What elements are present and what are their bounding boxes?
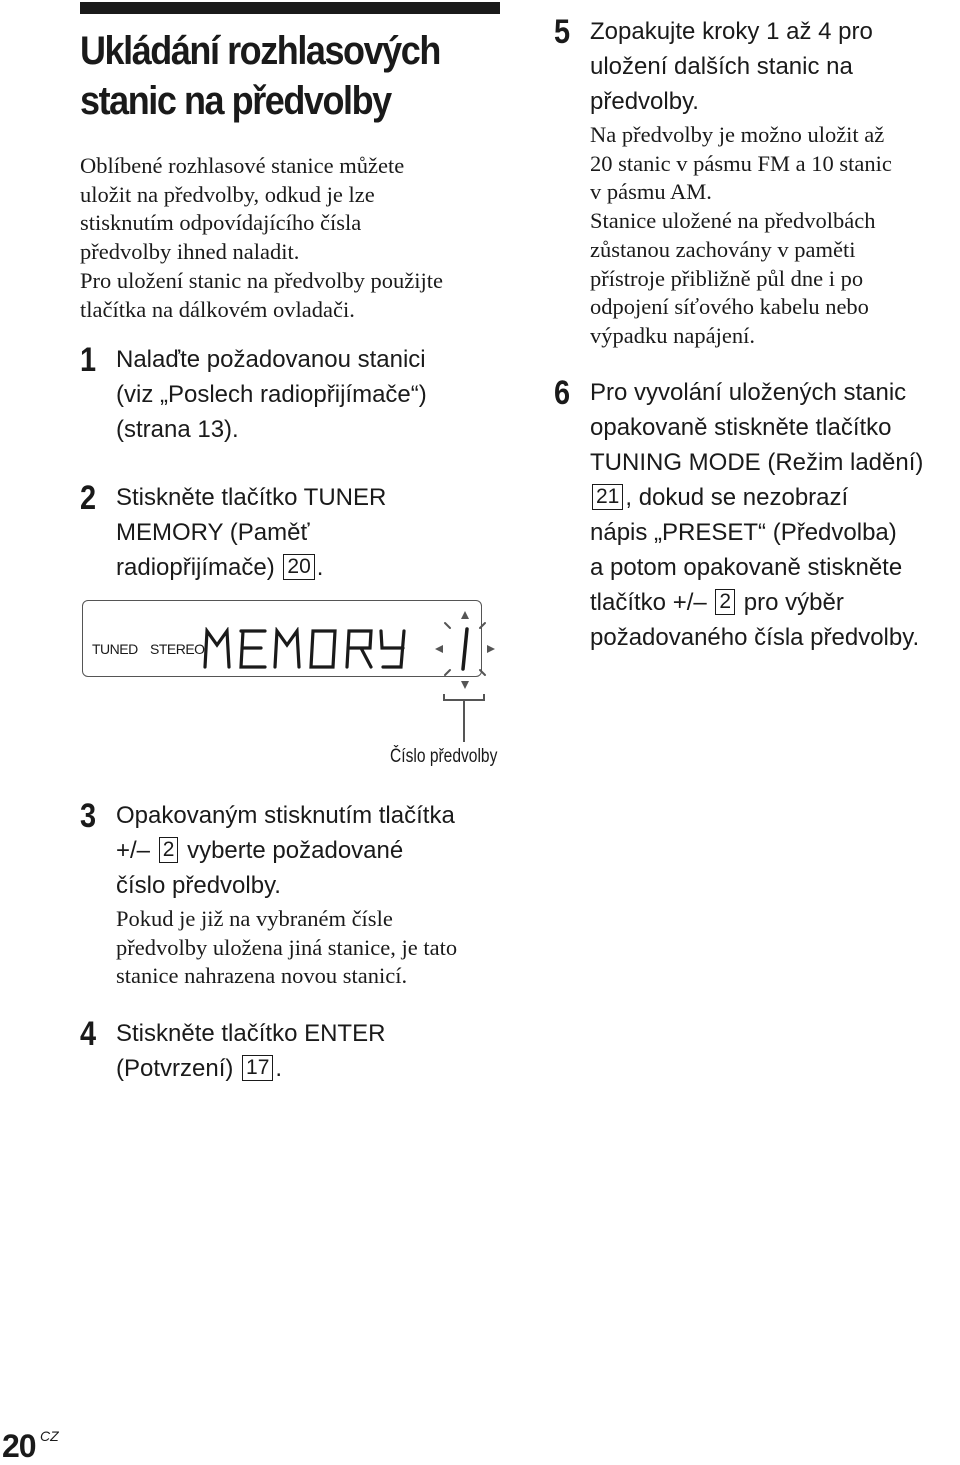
button-ref-box: 20 (283, 554, 314, 580)
button-ref-box: 2 (715, 589, 735, 615)
step-number: 3 (80, 797, 97, 835)
step-note: Pokud je již na vybraném čísle předvolby uložena jiná stanice, je tato stanice nahrazena novou stanicí. (116, 906, 458, 989)
intro-paragraph: Oblíbené rozhlasové stanice můžete uložit na předvolby, odkud je lze stisknutím odpovídajícího čísla předvolby ihned naladit. Pro uložení stanic na předvolby použijte tlačítka na dálkovém ovladači. (80, 153, 444, 322)
display-preset-number (433, 609, 497, 691)
step-text: Opakovaným stisknutím tlačítka +/– 2 vyberte požadované číslo předvolby. (116, 802, 455, 899)
button-ref-box: 21 (592, 484, 623, 510)
button-ref-box: 17 (242, 1055, 273, 1081)
preset-number-caption: Číslo předvolby (390, 746, 498, 767)
step-text: Nalaďte požadovanou stanici (viz „Poslech radiopřijímače“) (strana 13). (116, 346, 427, 443)
language-code: CZ (40, 1428, 59, 1444)
display-panel (82, 600, 482, 677)
page-number: 20 (2, 1428, 36, 1464)
page-title: Ukládání rozhlasových stanic na předvolby (80, 29, 440, 123)
step-number: 4 (80, 1015, 97, 1053)
step-text: Zopakujte kroky 1 až 4 pro uložení dalších stanic na předvolby. (590, 18, 873, 115)
step-text: Stiskněte tlačítko ENTER (Potvrzení) 17 . (116, 1020, 386, 1082)
tuned-indicator: TUNED (92, 641, 138, 657)
button-ref-box: 2 (159, 837, 179, 863)
display-text-memory (201, 627, 411, 671)
step-content (590, 14, 892, 351)
step-number: 2 (80, 479, 97, 517)
step-number: 5 (554, 13, 571, 51)
step-text: Stiskněte tlačítko TUNER MEMORY (Paměť radiopřijímače) 20 . (116, 484, 387, 581)
step-note: Na předvolby je možno uložit až 20 stanic v pásmu FM a 10 stanic v pásmu AM. Stanice uložené na předvolbách zůstanou zachovány v paměti přístroje přibližně půl dne i po odpojení síťového kabelu nebo výpadku napájení. (590, 122, 892, 348)
step-number: 6 (554, 374, 571, 412)
step-number: 1 (80, 341, 97, 379)
stereo-indicator: STEREO (150, 641, 205, 657)
step-content (116, 798, 457, 991)
step-text: Pro vyvolání uložených stanic opakovaně stiskněte tlačítko TUNING MODE (Režim ladění) 21 , dokud se nezobrazí nápis „PRESET“ (Předvolba) a potom opakovaně stiskněte tlačítko +/– 2 pro výběr požadovaného čísla předvolby. (590, 379, 924, 651)
header-bar (80, 2, 500, 14)
callout-leader (440, 690, 500, 750)
